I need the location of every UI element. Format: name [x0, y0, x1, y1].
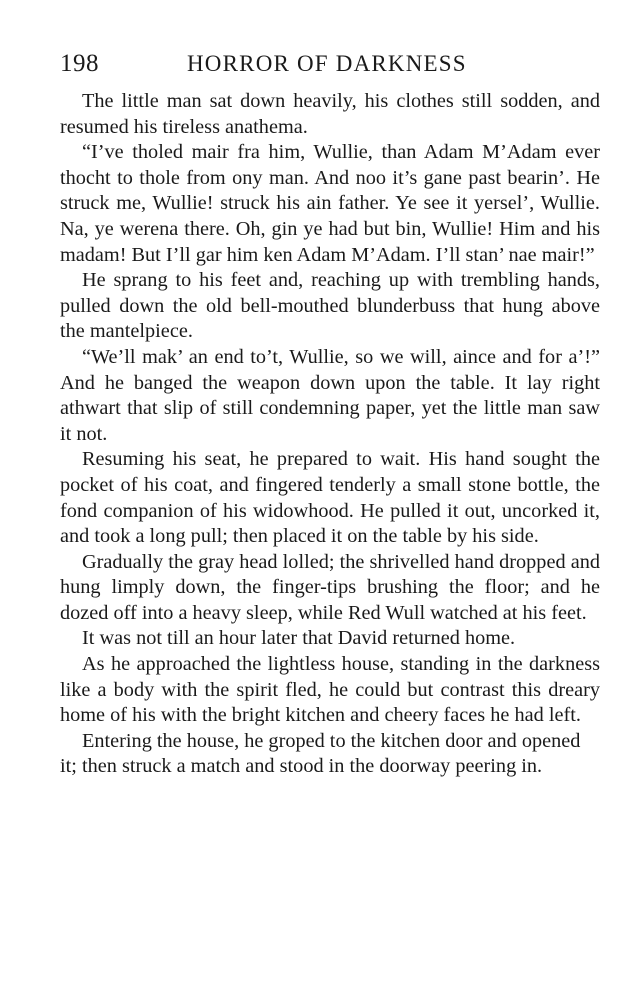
paragraph: Gradually the gray head lolled; the shrivelled hand dropped and hung limply down, the finger-tips brushing the floor; and he dozed off into a heavy sleep, while Red Wull watched at his feet. [60, 550, 600, 624]
paragraph: It was not till an hour later that David returned home. [82, 627, 516, 650]
paragraph: “I’ve tholed mair fra him, Wullie, than Adam M’Adam ever thocht to thole from ony man. And noo it’s gane past bearin’. He struck me, Wullie! struck his ain father. Ye see it yersel’, Wullie. Na, ye werena there. Oh, gin ye had but bin, Wullie! Him and his madam! But I’ll gar him ken Adam M’Adam. I’ll stan’ nae mair!” [60, 141, 600, 266]
paragraph: The little man sat down heavily, his clothes still sodden, and resumed his tireless anathema. [60, 90, 600, 138]
running-head [60, 50, 600, 80]
running-title: HORROR OF DARKNESS [187, 51, 467, 76]
paragraph: “We’ll mak’ an end to’t, Wullie, so we will, aince and for a’!” And he banged the weapon down upon the table. It lay right athwart that slip of still condemning paper, yet the little man saw it not. [60, 345, 600, 445]
paragraph: Resuming his seat, he prepared to wait. His hand sought the pocket of his coat, and fingered tenderly a small stone bottle, the fond companion of his widowhood. He pulled it out, uncorked it, and took a long pull; then placed it on the table by his side. [60, 448, 600, 548]
body-text [60, 89, 600, 780]
page-number: 198 [60, 50, 99, 77]
paragraph: Entering the house, he groped to the kitchen door and opened it; then struck a match and stood in the doorway peering in. [60, 729, 581, 778]
paragraph: As he approached the lightless house, standing in the darkness like a body with the spirit fled, he could but contrast this dreary home of his with the bright kitchen and cheery faces he had left. [60, 653, 600, 727]
paragraph: He sprang to his feet and, reaching up with trembling hands, pulled down the old bell-mouthed blunderbuss that hung above the mantelpiece. [60, 269, 600, 343]
